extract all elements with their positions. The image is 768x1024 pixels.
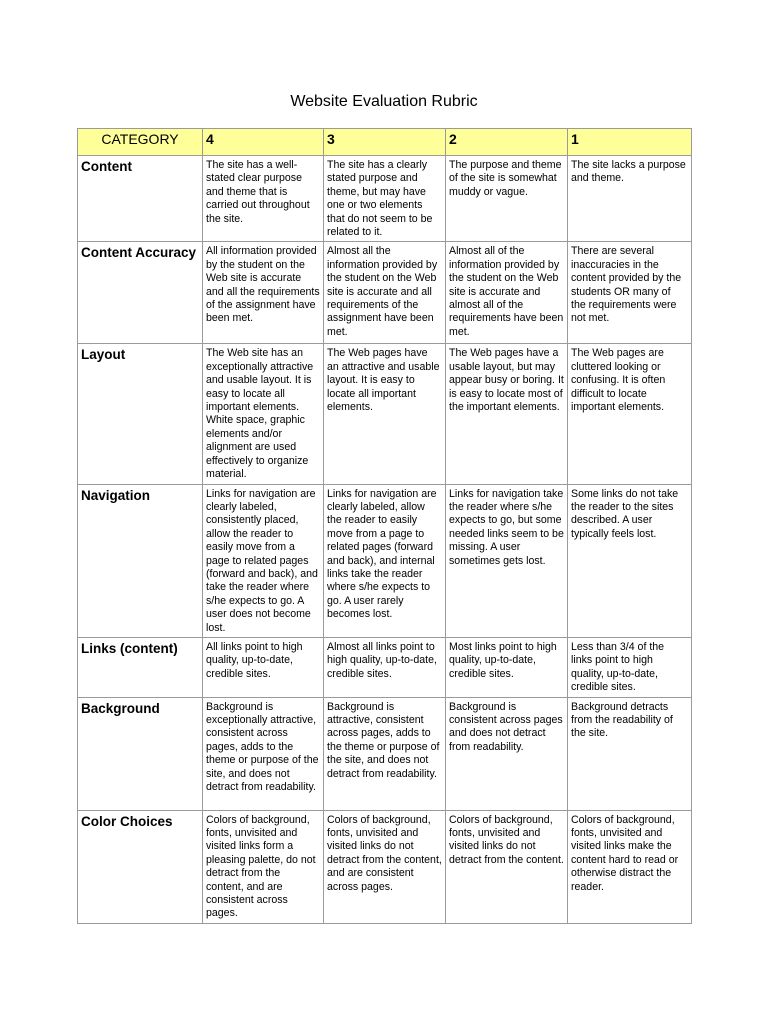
category-label: Content Accuracy (78, 242, 203, 344)
criteria-cell-4: Colors of background, fonts, unvisited and visited links form a pleasing palette, do not detract from the content, and are consistent across pages. (203, 810, 324, 923)
criteria-cell-3: Almost all links point to high quality, up-to-date, credible sites. (324, 637, 446, 697)
category-label: Navigation (78, 484, 203, 637)
criteria-cell-4: The Web site has an exceptionally attractive and usable layout. It is easy to locate all important elements. White space, graphic elements and/or alignment are used effectively to organize material. (203, 344, 324, 484)
criteria-cell-1: The site lacks a purpose and theme. (568, 156, 692, 242)
rubric-header (78, 129, 692, 156)
row-links-content (78, 637, 692, 697)
row-color-choices (78, 810, 692, 923)
header-score-3: 3 (324, 129, 446, 156)
criteria-cell-1: There are several inaccuracies in the content provided by the students OR many of the requirements were not met. (568, 242, 692, 344)
criteria-cell-3: The Web pages have an attractive and usable layout. It is easy to locate all important elements. (324, 344, 446, 484)
row-background (78, 697, 692, 810)
header-score-1: 1 (568, 129, 692, 156)
rubric-body (78, 156, 692, 924)
criteria-cell-1: Background detracts from the readability of the site. (568, 697, 692, 810)
criteria-cell-3: Background is attractive, consistent across pages, adds to the theme or purpose of the site, and does not detract from readability. (324, 697, 446, 810)
criteria-cell-1: Some links do not take the reader to the sites described. A user typically feels lost. (568, 484, 692, 637)
category-label: Layout (78, 344, 203, 484)
criteria-cell-2: The purpose and theme of the site is somewhat muddy or vague. (446, 156, 568, 242)
row-content (78, 156, 692, 242)
criteria-cell-4: All links point to high quality, up-to-date, credible sites. (203, 637, 324, 697)
criteria-cell-3: The site has a clearly stated purpose and theme, but may have one or two elements that do not seem to be related to it. (324, 156, 446, 242)
category-label: Color Choices (78, 810, 203, 923)
category-label: Content (78, 156, 203, 242)
criteria-cell-4: All information provided by the student on the Web site is accurate and all the requirements of the assignment have been met. (203, 242, 324, 344)
criteria-cell-3: Almost all the information provided by the student on the Web site is accurate and all requirements of the assignment have been met. (324, 242, 446, 344)
criteria-cell-3: Links for navigation are clearly labeled, allow the reader to easily move from a page to related pages (forward and back), and internal links take the reader where s/he expects to go. A user rarely becomes lost. (324, 484, 446, 637)
criteria-cell-4: The site has a well-stated clear purpose and theme that is carried out throughout the site. (203, 156, 324, 242)
category-label: Background (78, 697, 203, 810)
row-layout (78, 344, 692, 484)
criteria-cell-4: Background is exceptionally attractive, consistent across pages, adds to the theme or purpose of the site, and does not detract from readability. (203, 697, 324, 810)
row-navigation (78, 484, 692, 637)
criteria-cell-2: Background is consistent across pages and does not detract from readability. (446, 697, 568, 810)
header-score-4: 4 (203, 129, 324, 156)
header-category: CATEGORY (78, 129, 203, 156)
criteria-cell-2: Links for navigation take the reader where s/he expects to go, but some needed links seem to be missing. A user sometimes gets lost. (446, 484, 568, 637)
header-score-2: 2 (446, 129, 568, 156)
criteria-cell-1: The Web pages are cluttered looking or confusing. It is often difficult to locate important elements. (568, 344, 692, 484)
criteria-cell-2: The Web pages have a usable layout, but may appear busy or boring. It is easy to locate most of the important elements. (446, 344, 568, 484)
category-label: Links (content) (78, 637, 203, 697)
criteria-cell-2: Almost all of the information provided by the student on the Web site is accurate and almost all of the requirements have been met. (446, 242, 568, 344)
document-title: Website Evaluation Rubric (290, 93, 478, 110)
header-row (78, 129, 692, 156)
criteria-cell-3: Colors of background, fonts, unvisited and visited links do not detract from the content, and are consistent across pages. (324, 810, 446, 923)
criteria-cell-4: Links for navigation are clearly labeled, consistently placed, allow the reader to easily move from a page to related pages (forward and back), and take the reader where s/he expects to go. A user does not become lost. (203, 484, 324, 637)
criteria-cell-1: Less than 3/4 of the links point to high quality, up-to-date, credible sites. (568, 637, 692, 697)
row-content-accuracy (78, 242, 692, 344)
rubric-table (77, 128, 692, 924)
criteria-cell-2: Most links point to high quality, up-to-date, credible sites. (446, 637, 568, 697)
criteria-cell-1: Colors of background, fonts, unvisited and visited links make the content hard to read or otherwise distract the reader. (568, 810, 692, 923)
criteria-cell-2: Colors of background, fonts, unvisited and visited links do not detract from the content. (446, 810, 568, 923)
